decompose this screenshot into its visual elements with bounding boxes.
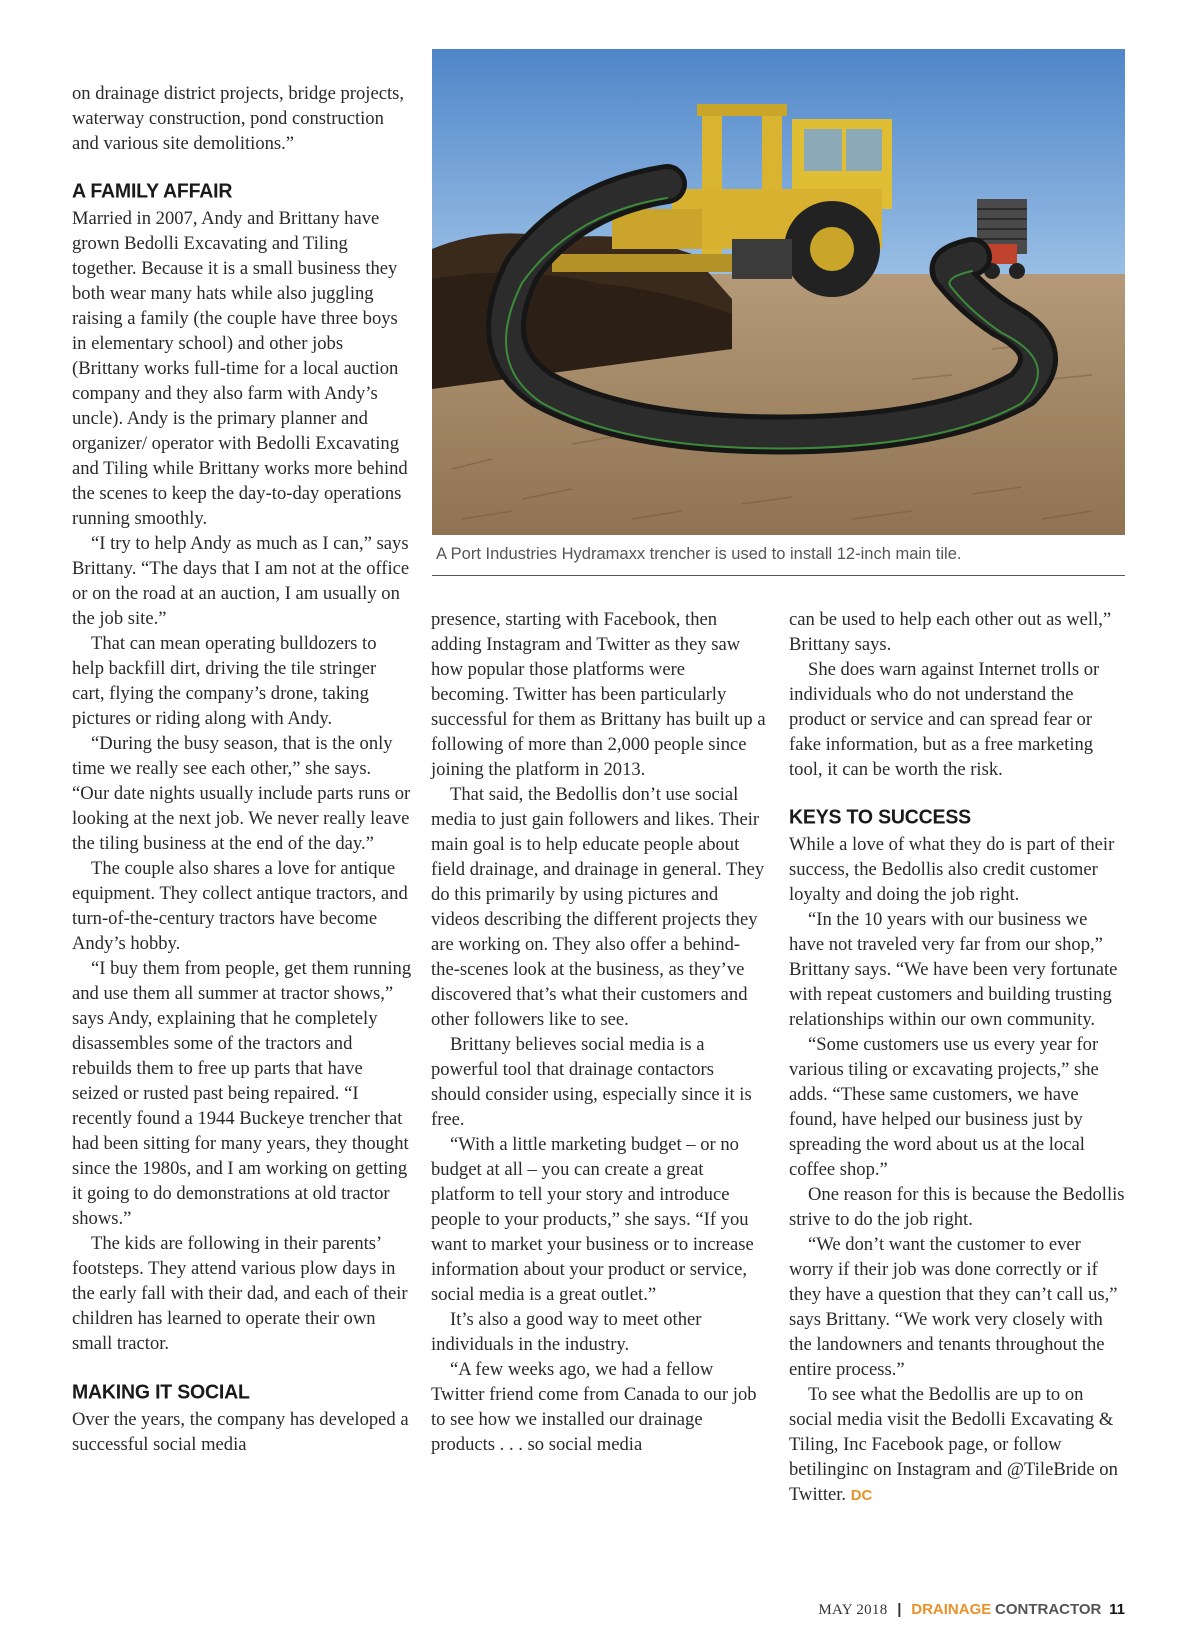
article-column-1 (72, 81, 412, 1457)
caption-divider (432, 575, 1125, 576)
paragraph: She does warn against Internet trolls or individuals who do not understand the product or service and can spread fear or fake information, but as a free marketing tool, it can be worth the risk. (789, 659, 1100, 780)
section-heading-keys-to-success: KEYS TO SUCCESS (789, 805, 971, 829)
paragraph: One reason for this is because the Bedollis strive to do the job right. (789, 1184, 1125, 1230)
paragraph: “A few weeks ago, we had a fellow Twitter friend come from Canada to our job to see how we installed our drainage products . . . so social media (431, 1359, 757, 1455)
magazine-name-part1: DRAINAGE (911, 1601, 992, 1618)
paragraph: “In the 10 years with our business we have not traveled very far from our shop,” Brittany says. “We have been very fortunate with repeat customers and building trusting relationships within our own community. (789, 909, 1118, 1030)
article-column-2 (431, 607, 767, 1457)
paragraph: It’s also a good way to meet other individuals in the industry. (431, 1309, 702, 1355)
paragraph: “During the busy season, that is the only time we really see each other,” she says. “Our date nights usually include parts runs or looking at the next job. We never really leave the tiling business at the end of the day.” (72, 733, 411, 854)
paragraph: presence, starting with Facebook, then adding Instagram and Twitter as they saw how popular those platforms were becoming. Twitter has been particularly successful for them as Brittany has built up a following of more than 2,000 people since joining the platform in 2013. (431, 609, 766, 780)
final-paragraph-text: To see what the Bedollis are up to on social media visit the Bedolli Excavating & Tiling, Inc Facebook page, or follow betilinginc on Instagram and @TileBride on Twitter. (789, 1384, 1118, 1505)
paragraph: “Some customers use us every year for various tiling or excavating projects,” she adds. “These same customers, we have found, have helped our business just by spreading the word about us at the local coffee shop.” (789, 1034, 1099, 1180)
paragraph: Over the years, the company has developed a successful social media (72, 1409, 409, 1455)
magazine-name-part2: CONTRACTOR (995, 1601, 1102, 1618)
footer-separator: | (897, 1601, 902, 1618)
issue-date: MAY 2018 (818, 1602, 888, 1618)
page-footer (818, 1599, 1125, 1621)
paragraph: “I buy them from people, get them running and use them all summer at tractor shows,” says Andy, explaining that he completely disassembles some of the tractors and rebuilds them to free up parts that have seized or rusted past being repaired. “I recently found a 1944 Buckeye trencher that had been sitting for many years, they thought since the 1980s, and I am working on getting it going to do demonstrations at old tractor shows.” (72, 958, 412, 1229)
paragraph-final (789, 1382, 1125, 1508)
paragraph: The kids are following in their parents’ footsteps. They attend various plow days in the early fall with their dad, and each of their children has learned to operate their own small tractor. (72, 1233, 408, 1354)
paragraph: That can mean operating bulldozers to help backfill dirt, driving the tile stringer cart, flying the company’s drone, taking pictures or riding along with Andy. (72, 633, 377, 729)
article-column-3 (789, 607, 1125, 1508)
paragraph: That said, the Bedollis don’t use social media to just gain followers and likes. Their main goal is to help educate people about field drainage, and drainage in general. They do this primarily by using pictures and videos describing the different projects they are working on. They also offer a behind-the-scenes look at the business, as they’ve discovered that’s what their customers and other followers like to see. (431, 784, 765, 1030)
page-number: 11 (1109, 1601, 1125, 1618)
paragraph: Married in 2007, Andy and Brittany have grown Bedolli Excavating and Tiling together. Because it is a small business they both wear many hats while also juggling raising a family (the couple have three boys in elementary school) and other jobs (Brittany works full-time for a local auction company and they also farm with Andy’s uncle). Andy is the primary planner and organizer/ operator with Bedolli Excavating and Tiling while Brittany works more behind the scenes to keep the day-to-day operations running smoothly. (72, 208, 408, 529)
paragraph: “With a little marketing budget – or no budget at all – you can create a great platform to tell your story and introduce people to your products,” she says. “If you want to market your business or to increase information about your product or service, social media is a great outlet.” (431, 1134, 754, 1305)
paragraph: on drainage district projects, bridge projects, waterway construction, pond construction and various site demolitions.” (72, 83, 405, 154)
paragraph: Brittany believes social media is a powerful tool that drainage contactors should consider using, especially since it is free. (431, 1034, 752, 1130)
paragraph: “We don’t want the customer to ever worry if their job was done correctly or if they have a question that they can’t call us,” says Brittany. “We work very closely with the landowners and tenants throughout the entire process.” (789, 1234, 1118, 1380)
photo-caption: A Port Industries Hydramaxx trencher is used to install 12-inch main tile. (436, 545, 962, 563)
section-heading-making-it-social: MAKING IT SOCIAL (72, 1380, 250, 1404)
trencher-photo (432, 49, 1125, 535)
paragraph: The couple also shares a love for antique equipment. They collect antique tractors, and turn-of-the-century tractors have become Andy’s hobby. (72, 858, 408, 954)
section-heading-family-affair: A FAMILY AFFAIR (72, 179, 233, 203)
paragraph: can be used to help each other out as well,” Brittany says. (789, 609, 1112, 655)
paragraph: While a love of what they do is part of their success, the Bedollis also credit customer loyalty and doing the job right. (789, 834, 1115, 905)
paragraph: “I try to help Andy as much as I can,” says Brittany. “The days that I am not at the office or on the road at an auction, I am usually on the job site.” (72, 533, 410, 629)
end-mark: DC (850, 1487, 873, 1504)
trencher-illustration (432, 49, 1125, 535)
